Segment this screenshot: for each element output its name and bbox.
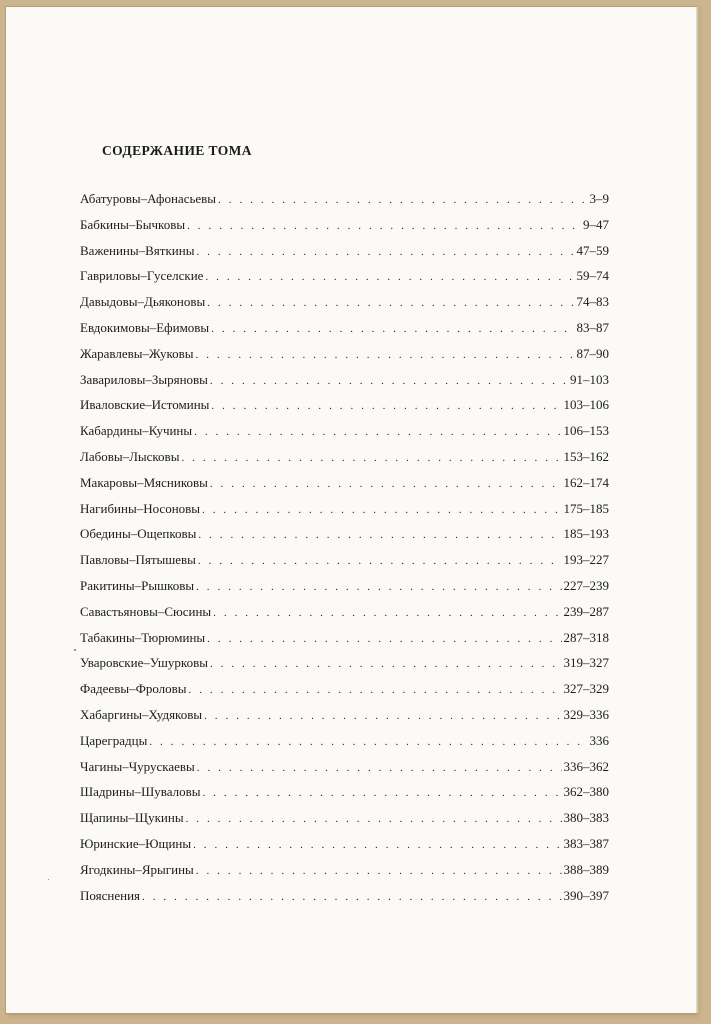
table-of-contents xyxy=(80,191,609,913)
toc-entry xyxy=(80,836,609,862)
toc-entry-pages: 383–387 xyxy=(563,835,609,851)
toc-entry xyxy=(80,759,609,785)
toc-entry xyxy=(80,681,609,707)
toc-entry-title: Шадрины–Шуваловы xyxy=(80,784,201,800)
toc-entry-title: Ягодкины–Ярыгины xyxy=(80,861,194,877)
toc-entry-pages: 319–327 xyxy=(563,655,609,671)
toc-entry xyxy=(80,475,609,501)
toc-entry-pages: 362–380 xyxy=(563,784,609,800)
toc-entry-title: Павловы–Пятышевы xyxy=(80,552,196,568)
dot-leader xyxy=(210,478,562,490)
toc-entry-pages: 388–389 xyxy=(563,861,609,877)
dot-leader xyxy=(189,684,562,696)
toc-entry-pages: 390–397 xyxy=(563,887,609,903)
toc-entry xyxy=(80,501,609,527)
toc-entry xyxy=(80,268,609,294)
toc-entry-pages: 227–239 xyxy=(563,577,609,593)
toc-entry-title: Завариловы–Зыряновы xyxy=(80,371,208,387)
toc-entry-title: Щапины–Щукины xyxy=(80,810,184,826)
toc-entry xyxy=(80,552,609,578)
toc-entry-title: Кабардины–Кучины xyxy=(80,423,193,439)
dot-leader xyxy=(181,452,561,464)
toc-entry-pages: 47–59 xyxy=(576,242,609,258)
dot-leader xyxy=(210,375,568,387)
toc-entry xyxy=(80,630,609,656)
toc-entry-pages: 175–185 xyxy=(563,500,609,516)
toc-entry xyxy=(80,243,609,269)
toc-entry xyxy=(80,655,609,681)
dot-leader xyxy=(149,736,587,748)
dot-leader xyxy=(187,220,581,232)
dot-leader xyxy=(196,865,562,877)
dot-leader xyxy=(204,710,561,722)
toc-entry-title: Бабкины–Бычковы xyxy=(80,216,186,232)
toc-entry-title: Пояснения xyxy=(80,887,141,903)
toc-entry-pages: 9–47 xyxy=(583,216,609,232)
dot-leader xyxy=(202,504,561,516)
toc-entry-pages: 336–362 xyxy=(563,758,609,774)
toc-entry-pages: 106–153 xyxy=(563,423,609,439)
toc-entry xyxy=(80,217,609,243)
toc-entry xyxy=(80,578,609,604)
toc-entry-title: Ракитины–Рышковы xyxy=(80,577,195,593)
toc-entry-pages: 329–336 xyxy=(563,706,609,722)
dot-leader xyxy=(186,813,562,825)
toc-entry-pages: 185–193 xyxy=(563,526,609,542)
toc-entry xyxy=(80,526,609,552)
toc-entry-title: Хабаргины–Худяковы xyxy=(80,706,203,722)
toc-entry xyxy=(80,191,609,217)
dot-leader xyxy=(196,246,574,258)
toc-entry-title: Обедины–Ощепковы xyxy=(80,526,197,542)
toc-entry-title: Фадеевы–Фроловы xyxy=(80,681,187,697)
toc-entry xyxy=(80,372,609,398)
toc-entry-title: Уваровские–Ушурковы xyxy=(80,655,208,671)
toc-entry-title: Чагины–Чурускаевы xyxy=(80,758,195,774)
toc-entry-pages: 87–90 xyxy=(576,345,609,361)
toc-entry-pages: 287–318 xyxy=(563,629,609,645)
toc-entry xyxy=(80,810,609,836)
toc-entry xyxy=(80,862,609,888)
dot-leader xyxy=(194,426,561,438)
dot-leader xyxy=(218,194,587,206)
dot-leader xyxy=(193,839,561,851)
dot-leader xyxy=(207,297,574,309)
print-speck xyxy=(74,649,76,651)
page-title: СОДЕРЖАНИЕ ТОМА xyxy=(102,143,252,158)
toc-entry-title: Нагибины–Носоновы xyxy=(80,500,201,516)
dot-leader xyxy=(213,607,561,619)
toc-entry-pages: 336 xyxy=(589,732,609,748)
toc-entry xyxy=(80,707,609,733)
toc-entry xyxy=(80,604,609,630)
toc-entry-pages: 162–174 xyxy=(563,474,609,490)
toc-entry-pages: 91–103 xyxy=(570,371,609,387)
toc-entry-pages: 103–106 xyxy=(563,397,609,413)
toc-entry-pages: 327–329 xyxy=(563,681,609,697)
toc-entry xyxy=(80,320,609,346)
toc-entry-title: Гавриловы–Гуселские xyxy=(80,268,204,284)
dot-leader xyxy=(198,555,562,567)
dot-leader xyxy=(197,762,562,774)
dot-leader xyxy=(210,658,562,670)
toc-entry-title: Лабовы–Лысковы xyxy=(80,448,180,464)
toc-entry-title: Давыдовы–Дьяконовы xyxy=(80,294,206,310)
dot-leader xyxy=(207,633,561,645)
toc-entry xyxy=(80,346,609,372)
dot-leader xyxy=(211,400,561,412)
dot-leader xyxy=(142,891,561,903)
toc-entry xyxy=(80,397,609,423)
print-speck xyxy=(48,879,49,880)
toc-entry-pages: 193–227 xyxy=(563,552,609,568)
dot-leader xyxy=(202,787,561,799)
toc-entry xyxy=(80,449,609,475)
toc-entry xyxy=(80,294,609,320)
dot-leader xyxy=(196,581,561,593)
toc-entry-pages: 380–383 xyxy=(563,810,609,826)
toc-entry-pages: 59–74 xyxy=(576,268,609,284)
dot-leader xyxy=(211,323,574,335)
toc-entry-title: Жаравлевы–Жуковы xyxy=(80,345,194,361)
toc-entry-pages: 239–287 xyxy=(563,603,609,619)
toc-entry xyxy=(80,423,609,449)
dot-leader xyxy=(198,529,561,541)
toc-entry-title: Абатуровы–Афонасьевы xyxy=(80,191,217,206)
toc-entry-title: Юринские–Ющины xyxy=(80,835,192,851)
toc-entry xyxy=(80,888,609,914)
toc-entry-pages: 74–83 xyxy=(576,294,609,310)
toc-entry-pages: 83–87 xyxy=(576,319,609,335)
toc-entry-title: Табакины–Тюрюмины xyxy=(80,629,206,645)
book-page xyxy=(6,7,696,1013)
dot-leader xyxy=(205,271,574,283)
toc-entry-title: Важенины–Вяткины xyxy=(80,242,195,258)
toc-entry-title: Савастьяновы–Сюсины xyxy=(80,603,212,619)
toc-entry xyxy=(80,784,609,810)
toc-entry-title: Иваловские–Истомины xyxy=(80,397,210,413)
toc-entry-pages: 3–9 xyxy=(589,191,609,206)
toc-entry-pages: 153–162 xyxy=(563,448,609,464)
dot-leader xyxy=(196,349,575,361)
toc-entry-title: Цареградцы xyxy=(80,732,148,748)
toc-entry-title: Евдокимовы–Ефимовы xyxy=(80,319,210,335)
toc-entry xyxy=(80,733,609,759)
toc-entry-title: Макаровы–Мясниковы xyxy=(80,474,208,490)
